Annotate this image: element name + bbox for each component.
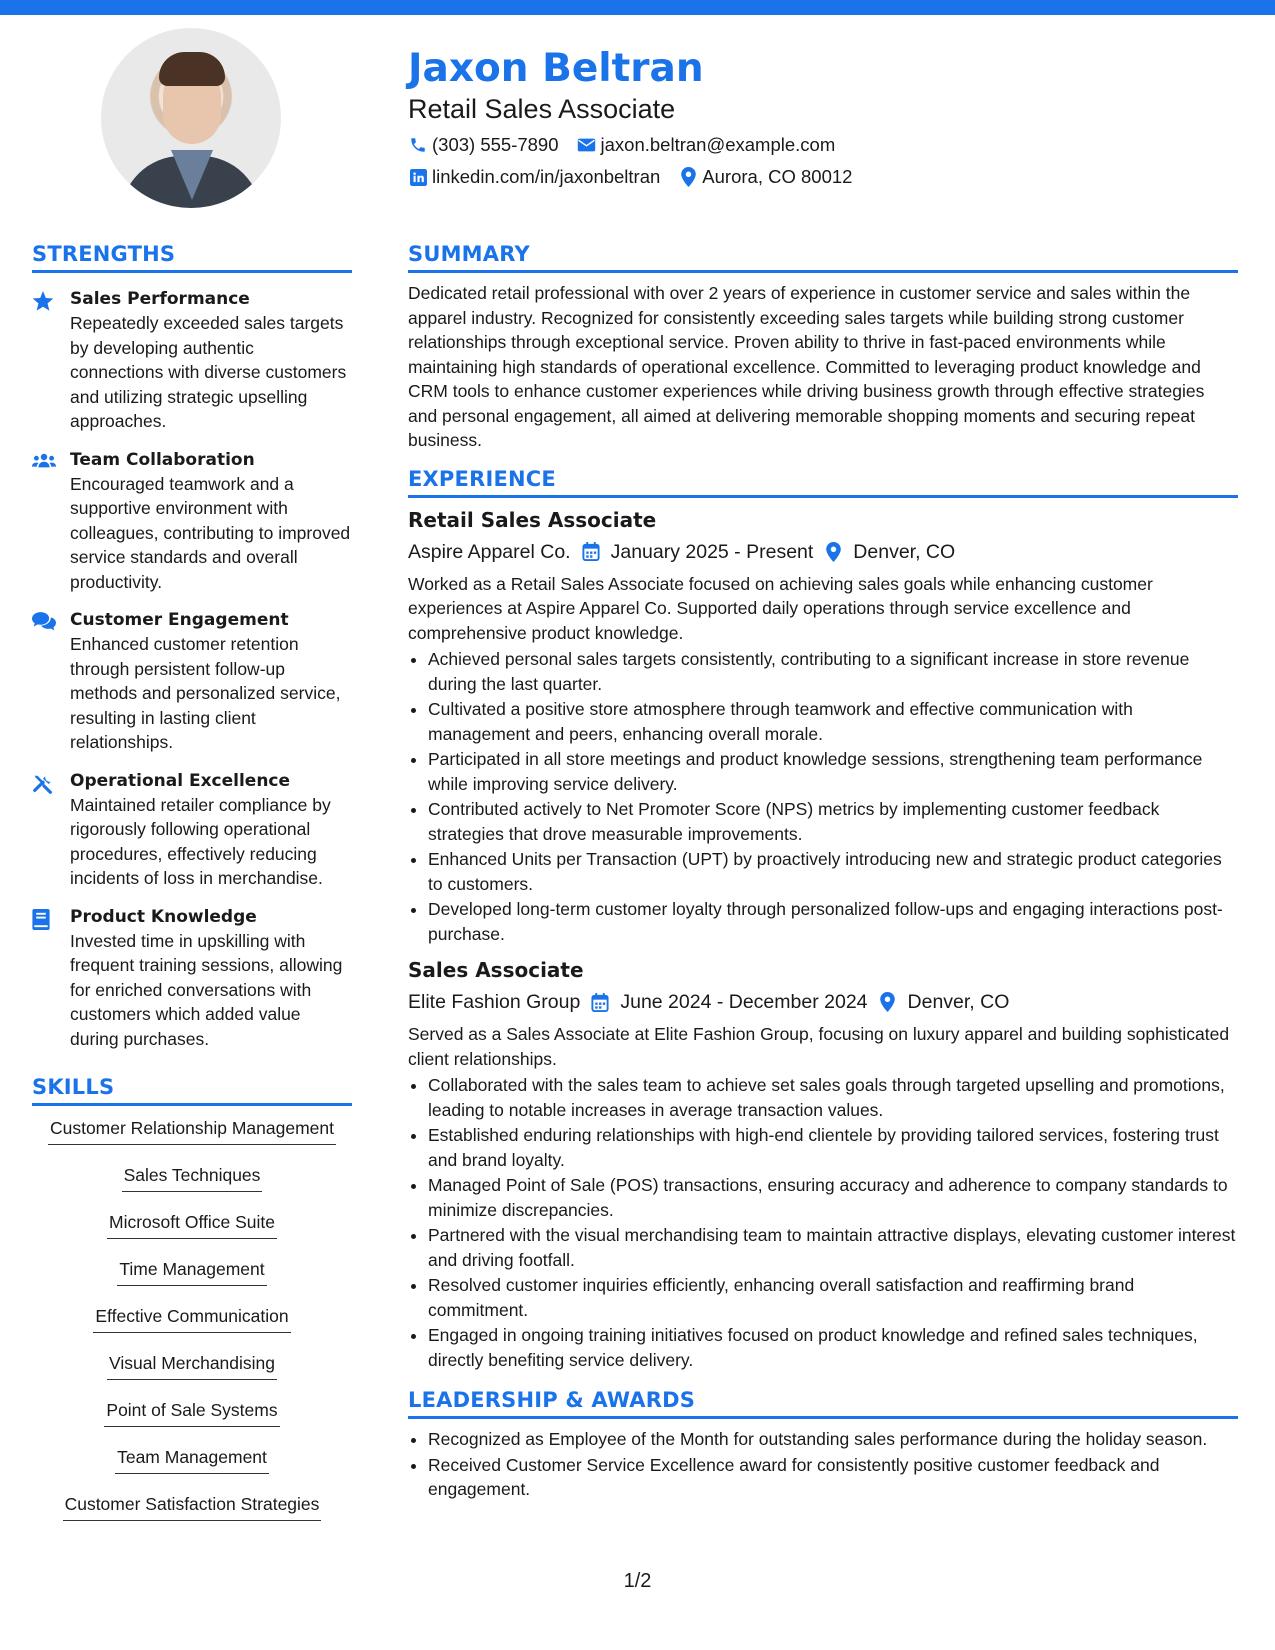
email-text: jaxon.beltran@example.com bbox=[600, 134, 836, 155]
bullet-item: • Managed Point of Sale (POS) transactions, ensuring accuracy and adherence to company standards to minimize discrepancies. bbox=[428, 1173, 1238, 1222]
users-icon bbox=[32, 448, 56, 595]
strength-item bbox=[32, 769, 352, 891]
skill-item: Effective Communication bbox=[32, 1304, 352, 1333]
awards-list bbox=[408, 1427, 1238, 1502]
top-accent-bar bbox=[0, 0, 1275, 15]
skills-heading: SKILLS bbox=[32, 1075, 115, 1099]
calendar-icon bbox=[590, 992, 610, 1012]
strength-item bbox=[32, 905, 352, 1052]
book-icon bbox=[32, 905, 56, 1052]
strength-description: Invested time in upskilling with frequent training sessions, allowing for enriched conversations with customers which added value during purchases. bbox=[70, 930, 343, 1049]
map-marker-icon bbox=[878, 992, 898, 1012]
contact-email[interactable] bbox=[577, 132, 836, 158]
contact-location bbox=[678, 164, 852, 190]
job-meta bbox=[408, 538, 1238, 566]
bullet-item: • Achieved personal sales targets consistently, contributing to a significant increase in store revenue during the last quarter. bbox=[428, 647, 1238, 696]
skill-item: Point of Sale Systems bbox=[32, 1398, 352, 1427]
strength-title: Sales Performance bbox=[70, 289, 250, 309]
section-divider bbox=[408, 270, 1238, 273]
calendar-icon bbox=[581, 542, 601, 562]
skill-item: Time Management bbox=[32, 1257, 352, 1286]
job-entry bbox=[408, 506, 1238, 947]
job-title: Sales Associate bbox=[408, 958, 584, 982]
star-icon bbox=[32, 287, 56, 434]
tools-icon bbox=[32, 769, 56, 891]
profile-photo bbox=[101, 28, 281, 208]
job-location: Denver, CO bbox=[907, 991, 1010, 1013]
bullet-item: • Participated in all store meetings and product knowledge sessions, strengthening team performance while improving service delivery. bbox=[428, 747, 1238, 796]
skill-item: Microsoft Office Suite bbox=[32, 1210, 352, 1239]
phone-text: (303) 555-7890 bbox=[432, 134, 559, 155]
contact-linkedin[interactable] bbox=[408, 164, 660, 190]
bullet-item: • Collaborated with the sales team to achieve set sales goals through targeted upselling and promotions, leading to notable increases in average transaction values. bbox=[428, 1073, 1238, 1122]
candidate-name: Jaxon Beltran bbox=[408, 46, 704, 91]
strength-description: Repeatedly exceeded sales targets by developing authentic connections with diverse customers and utilizing strategic upselling approaches. bbox=[70, 313, 347, 431]
strength-item bbox=[32, 608, 352, 755]
bullet-item: • Established enduring relationships with high-end clientele by providing tailored services, fostering trust and brand loyalty. bbox=[428, 1123, 1238, 1172]
linkedin-icon bbox=[408, 167, 428, 187]
company-name: Aspire Apparel Co. bbox=[408, 540, 571, 563]
strength-title: Product Knowledge bbox=[70, 906, 257, 927]
contact-row-2 bbox=[408, 164, 1238, 190]
left-column bbox=[32, 240, 352, 1521]
comments-icon bbox=[32, 608, 56, 755]
map-marker-icon bbox=[823, 542, 843, 562]
job-location: Denver, CO bbox=[853, 540, 956, 563]
job-dates: June 2024 - December 2024 bbox=[620, 991, 868, 1013]
strength-title: Operational Excellence bbox=[70, 770, 291, 791]
bullet-item: • Resolved customer inquiries efficiently, enhancing overall satisfaction and reaffirming brand commitment. bbox=[428, 1273, 1238, 1322]
skill-item: Visual Merchandising bbox=[32, 1351, 352, 1380]
strength-title: Customer Engagement bbox=[70, 610, 289, 630]
section-divider bbox=[408, 495, 1238, 498]
skill-item: Customer Satisfaction Strategies bbox=[32, 1492, 352, 1521]
phone-icon bbox=[408, 135, 428, 155]
strength-description: Enhanced customer retention through persistent follow-up methods and personalized service, resulting in lasting client relationships. bbox=[70, 634, 341, 752]
job-title: Retail Sales Associate bbox=[408, 507, 657, 532]
job-dates: January 2025 - Present bbox=[610, 540, 814, 563]
resume-header bbox=[408, 44, 1238, 190]
contact-phone[interactable] bbox=[408, 132, 559, 158]
job-bullets bbox=[408, 647, 1238, 946]
awards-heading: LEADERSHIP & AWARDS bbox=[408, 1388, 696, 1412]
section-divider bbox=[32, 270, 352, 273]
bullet-item: • Enhanced Units per Transaction (UPT) by proactively introducing new and strategic product categories to customers. bbox=[428, 847, 1238, 896]
strength-item bbox=[32, 448, 352, 595]
job-description: Served as a Sales Associate at Elite Fashion Group, focusing on luxury apparel and building sophisticated client relationships. bbox=[408, 1024, 1230, 1069]
job-description: Worked as a Retail Sales Associate focused on achieving sales goals while enhancing customer experiences at Aspire Apparel Co. Supported daily operations through service excellence and comprehensive product knowledge. bbox=[408, 573, 1153, 643]
strength-description: Maintained retailer compliance by rigorously following operational procedures, effectively reducing incidents of loss in merchandise. bbox=[70, 794, 331, 888]
envelope-icon bbox=[577, 135, 597, 155]
job-bullets bbox=[408, 1073, 1238, 1372]
experience-heading: EXPERIENCE bbox=[408, 466, 556, 491]
job-entry bbox=[408, 956, 1238, 1372]
skill-item: Customer Relationship Management bbox=[32, 1116, 352, 1145]
award-item: • Recognized as Employee of the Month for outstanding sales performance during the holiday season. bbox=[428, 1427, 1238, 1452]
company-name: Elite Fashion Group bbox=[408, 991, 581, 1013]
map-marker-icon bbox=[678, 167, 698, 187]
skill-item: Sales Techniques bbox=[32, 1163, 352, 1192]
strength-description: Encouraged teamwork and a supportive environment with colleagues, contributing to improved service standards and overall productivity. bbox=[70, 473, 351, 592]
right-column bbox=[408, 240, 1238, 1503]
summary-text: Dedicated retail professional with over 2 years of experience in customer service and sales within the apparel industry. Recognized for consistently exceeding sales targets while building strong customer relationships through exceptional service. Proven ability to thrive in fast-paced environments while maintaining high standards of operational excellence. Committed to leveraging product knowledge and CRM tools to enhance customer experiences while driving business growth through effective strategies and personal engagement, all aimed at delivering memorable shopping moments and securing repeat business. bbox=[408, 283, 1205, 450]
bullet-item: • Partnered with the visual merchandising team to maintain attractive displays, elevating customer interest and driving footfall. bbox=[428, 1223, 1238, 1272]
bullet-item: • Engaged in ongoing training initiatives focused on product knowledge and refined sales techniques, directly benefiting service delivery. bbox=[428, 1323, 1238, 1372]
strengths-heading: STRENGTHS bbox=[32, 242, 176, 266]
location-text: Aurora, CO 80012 bbox=[702, 166, 853, 187]
bullet-item: • Developed long-term customer loyalty through personalized follow-ups and engaging interactions post-purchase. bbox=[428, 897, 1238, 946]
bullet-item: • Cultivated a positive store atmosphere through teamwork and effective communication with management and peers, enhancing overall morale. bbox=[428, 697, 1238, 746]
skill-item: Team Management bbox=[32, 1445, 352, 1474]
job-meta bbox=[408, 988, 1238, 1016]
strength-title: Team Collaboration bbox=[70, 449, 255, 470]
section-divider bbox=[32, 1103, 352, 1106]
candidate-title: Retail Sales Associate bbox=[408, 94, 676, 124]
strength-item bbox=[32, 287, 352, 434]
bullet-item: • Contributed actively to Net Promoter Score (NPS) metrics by implementing customer feedback strategies that drove measurable improvements. bbox=[428, 797, 1238, 846]
contact-row-1 bbox=[408, 132, 1238, 158]
summary-heading: SUMMARY bbox=[408, 242, 530, 266]
award-item: • Received Customer Service Excellence award for consistently positive customer feedback and engagement. bbox=[428, 1453, 1238, 1502]
linkedin-text: linkedin.com/in/jaxonbeltran bbox=[432, 166, 661, 187]
section-divider bbox=[408, 1416, 1238, 1419]
page-number: 1/2 bbox=[623, 1570, 652, 1592]
skills-list bbox=[32, 1116, 352, 1521]
